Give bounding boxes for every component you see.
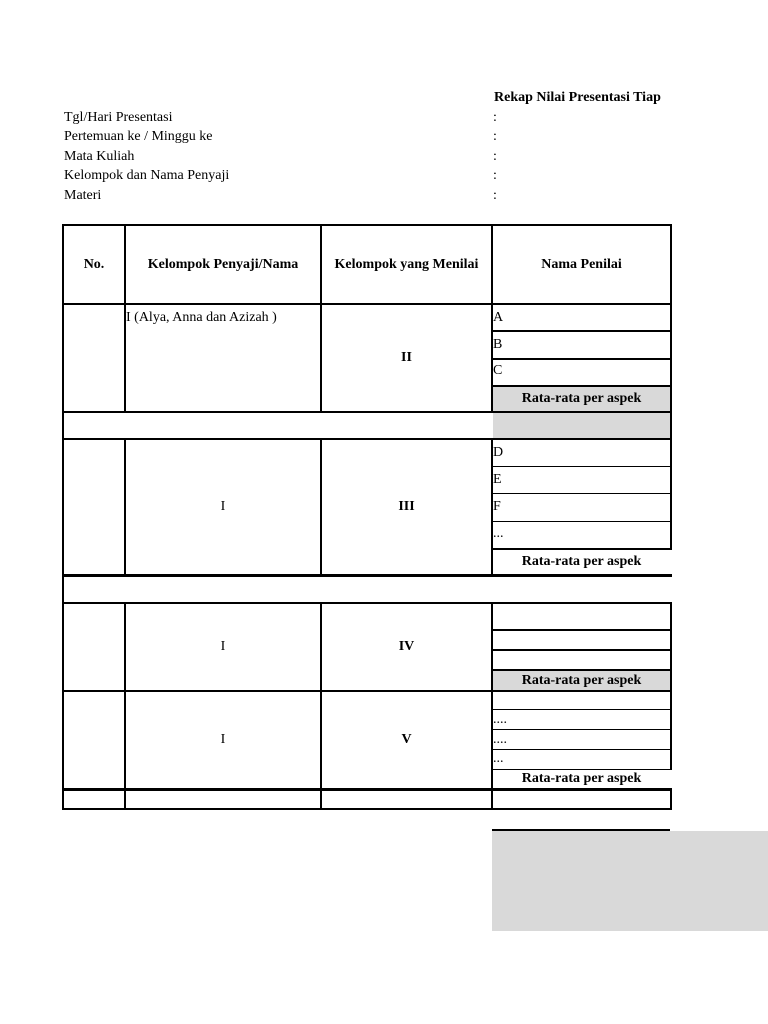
- bottom-shade-block: [492, 831, 768, 931]
- group-1-rater-b: B: [493, 337, 503, 352]
- meta-label-meeting: Pertemuan ke / Minggu ke: [64, 129, 213, 144]
- group-4-rater-4: ...: [493, 751, 504, 766]
- group-1-rater-c: C: [493, 363, 503, 378]
- group-4-presenter: I: [220, 732, 226, 747]
- meta-colon-meeting: :: [493, 129, 497, 144]
- group-4-rater-3: ....: [493, 732, 507, 747]
- group-3-evaluator: IV: [398, 639, 415, 654]
- group-2-rater-more: ...: [493, 526, 504, 541]
- group-2-rater-f: F: [493, 499, 501, 514]
- page-title: Rekap Nilai Presentasi Tiap: [494, 90, 661, 105]
- group-4-rater-2: ....: [493, 712, 507, 727]
- meta-label-date: Tgl/Hari Presentasi: [64, 110, 173, 125]
- meta-label-material: Materi: [64, 188, 102, 203]
- group-4-evaluator: V: [401, 732, 412, 747]
- spacer-cell-shade: [493, 413, 670, 439]
- group-1-evaluator: II: [401, 350, 412, 365]
- meta-colon-group: :: [493, 168, 497, 183]
- group-1-rater-a: A: [493, 310, 504, 325]
- group-1-average: Rata-rata per aspek: [521, 391, 642, 406]
- meta-colon-course: :: [493, 149, 497, 164]
- group-2-presenter: I: [220, 499, 226, 514]
- header-rater: Nama Penilai: [541, 257, 622, 272]
- group-2-average: Rata-rata per aspek: [521, 554, 642, 569]
- group-3-average: Rata-rata per aspek: [521, 673, 642, 688]
- meta-colon-material: :: [493, 188, 497, 203]
- group-3-presenter: I: [220, 639, 226, 654]
- group-2-evaluator: III: [398, 499, 415, 514]
- meta-label-group: Kelompok dan Nama Penyaji: [64, 168, 230, 183]
- meta-label-course: Mata Kuliah: [64, 149, 135, 164]
- header-presenter: Kelompok Penyaji/Nama: [147, 257, 299, 272]
- group-2-rater-e: E: [493, 472, 502, 487]
- group-2-rater-d: D: [493, 445, 504, 460]
- group-4-average: Rata-rata per aspek: [521, 771, 642, 786]
- header-evaluator: Kelompok yang Menilai: [334, 257, 479, 272]
- group-1-presenter: I (Alya, Anna dan Azizah ): [126, 310, 277, 325]
- meta-colon-date: :: [493, 110, 497, 125]
- header-no: No.: [83, 257, 105, 272]
